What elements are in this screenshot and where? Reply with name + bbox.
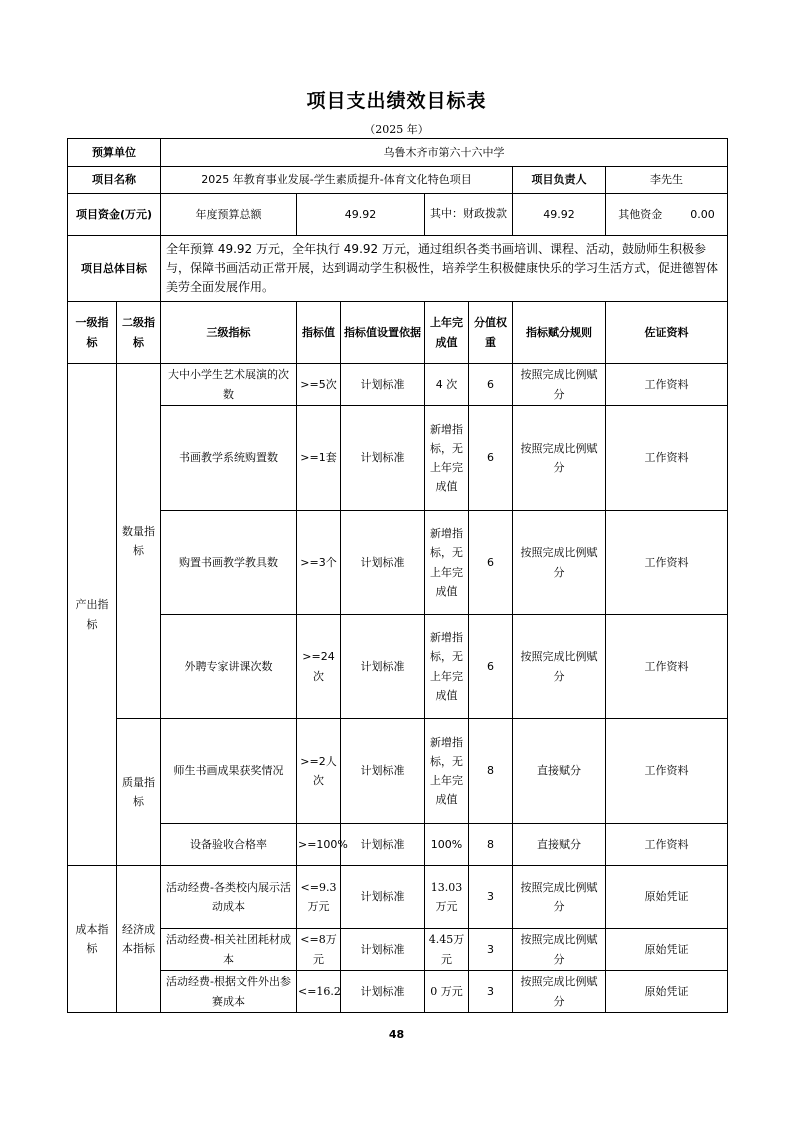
group-output: 产出指标 (68, 364, 117, 866)
table-row (68, 866, 728, 929)
annual-total-value: 49.92 (297, 194, 425, 236)
indicator-value: >=1套 (297, 406, 341, 511)
other-amount: 0.00 (690, 207, 715, 221)
indicator-evidence: 原始凭证 (606, 929, 728, 971)
indicator-last-year: 100% (425, 824, 469, 866)
indicator-name: 购置书画教学教具数 (161, 511, 297, 615)
table-row (68, 929, 728, 971)
indicator-evidence: 原始凭证 (606, 866, 728, 929)
performance-table (67, 138, 728, 1013)
indicator-name: 活动经费-根据文件外出参赛成本 (161, 971, 297, 1013)
indicator-rule: 直接赋分 (513, 719, 606, 824)
header-level3: 三级指标 (161, 302, 297, 364)
fiscal-value: 49.92 (513, 194, 606, 236)
indicator-weight: 6 (469, 364, 513, 406)
indicator-name: 活动经费-各类校内展示活动成本 (161, 866, 297, 929)
other-value (606, 194, 728, 236)
header-level2: 二级指标 (117, 302, 161, 364)
indicator-name: 设备验收合格率 (161, 824, 297, 866)
indicator-weight: 8 (469, 719, 513, 824)
indicator-basis: 计划标准 (341, 364, 425, 406)
indicator-basis: 计划标准 (341, 615, 425, 719)
indicator-name: 师生书画成果获奖情况 (161, 719, 297, 824)
leader-label: 项目负责人 (513, 167, 606, 194)
budget-unit-value: 乌鲁木齐市第六十六中学 (161, 139, 728, 167)
header-weight: 分值权重 (469, 302, 513, 364)
indicator-weight: 3 (469, 866, 513, 929)
indicator-weight: 3 (469, 971, 513, 1013)
header-level1: 一级指标 (68, 302, 117, 364)
indicator-basis: 计划标准 (341, 824, 425, 866)
indicator-value: >=2人次 (297, 719, 341, 824)
indicator-basis: 计划标准 (341, 866, 425, 929)
indicator-evidence: 工作资料 (606, 364, 728, 406)
table-row (68, 719, 728, 824)
year-label: （2025 年） (364, 123, 429, 136)
indicator-last-year: 4.45万元 (425, 929, 469, 971)
fiscal-label: 其中：财政拨款 (425, 194, 513, 236)
indicator-basis: 计划标准 (341, 971, 425, 1013)
indicator-name: 大中小学生艺术展演的次数 (161, 364, 297, 406)
indicator-weight: 6 (469, 615, 513, 719)
page-number: 48 (388, 1028, 405, 1041)
indicator-rule: 按照完成比例赋分 (513, 364, 606, 406)
indicator-rule: 直接赋分 (513, 824, 606, 866)
indicator-value: <=16.2 (297, 971, 341, 1013)
indicator-value: >=5次 (297, 364, 341, 406)
funds-label: 项目资金(万元) (68, 194, 161, 236)
indicator-last-year: 0 万元 (425, 971, 469, 1013)
indicator-name: 书画教学系统购置数 (161, 406, 297, 511)
table-row (68, 615, 728, 719)
indicator-basis: 计划标准 (341, 719, 425, 824)
indicator-weight: 6 (469, 511, 513, 615)
header-evidence: 佐证资料 (606, 302, 728, 364)
indicator-rule: 按照完成比例赋分 (513, 971, 606, 1013)
indicator-rule: 按照完成比例赋分 (513, 866, 606, 929)
group-economic: 经济成本指标 (117, 866, 161, 1013)
indicator-last-year: 13.03万元 (425, 866, 469, 929)
goal-text: 全年预算 49.92 万元，全年执行 49.92 万元，通过组织各类书画培训、课程、活动，鼓励师生积极参与，保障书画活动正常开展，达到调动学生积极性，培养学生积极健康快乐的学习生活方式，促进德智体美劳全面发展作用。 (161, 236, 728, 302)
indicator-evidence: 工作资料 (606, 719, 728, 824)
page-title: 项目支出绩效目标表 (306, 90, 487, 112)
indicator-name: 外聘专家讲课次数 (161, 615, 297, 719)
indicator-value: >=24次 (297, 615, 341, 719)
indicator-basis: 计划标准 (341, 511, 425, 615)
indicator-last-year: 新增指标，无上年完成值 (425, 511, 469, 615)
indicator-rule: 按照完成比例赋分 (513, 929, 606, 971)
indicator-rule: 按照完成比例赋分 (513, 615, 606, 719)
header-basis: 指标值设置依据 (341, 302, 425, 364)
table-row (68, 824, 728, 866)
group-quality: 质量指标 (117, 719, 161, 866)
indicator-last-year: 新增指标，无上年完成值 (425, 615, 469, 719)
indicator-basis: 计划标准 (341, 929, 425, 971)
table-row (68, 364, 728, 406)
annual-total-label: 年度预算总额 (161, 194, 297, 236)
indicator-evidence: 工作资料 (606, 511, 728, 615)
group-quantity: 数量指标 (117, 364, 161, 719)
group-cost: 成本指标 (68, 866, 117, 1013)
indicator-last-year: 新增指标，无上年完成值 (425, 719, 469, 824)
indicator-evidence: 原始凭证 (606, 971, 728, 1013)
indicator-value: >=100% (297, 824, 341, 866)
project-name-value: 2025 年教育事业发展-学生素质提升-体育文化特色项目 (161, 167, 513, 194)
indicator-last-year: 新增指标，无上年完成值 (425, 406, 469, 511)
indicator-weight: 8 (469, 824, 513, 866)
table-row (68, 511, 728, 615)
indicator-evidence: 工作资料 (606, 406, 728, 511)
indicator-value: <=9.3万元 (297, 866, 341, 929)
indicator-name: 活动经费-相关社团耗材成本 (161, 929, 297, 971)
budget-unit-label: 预算单位 (68, 139, 161, 167)
other-label: 其他资金 (618, 207, 663, 221)
header-rule: 指标赋分规则 (513, 302, 606, 364)
header-value: 指标值 (297, 302, 341, 364)
indicator-basis: 计划标准 (341, 406, 425, 511)
goal-label: 项目总体目标 (68, 236, 161, 302)
indicator-rule: 按照完成比例赋分 (513, 511, 606, 615)
indicator-weight: 6 (469, 406, 513, 511)
indicator-last-year: 4 次 (425, 364, 469, 406)
indicator-value: <=8万元 (297, 929, 341, 971)
indicator-rule: 按照完成比例赋分 (513, 406, 606, 511)
indicator-value: >=3个 (297, 511, 341, 615)
leader-value: 李先生 (606, 167, 728, 194)
indicator-weight: 3 (469, 929, 513, 971)
project-name-label: 项目名称 (68, 167, 161, 194)
table-row (68, 971, 728, 1013)
table-row (68, 406, 728, 511)
indicator-evidence: 工作资料 (606, 615, 728, 719)
indicator-evidence: 工作资料 (606, 824, 728, 866)
header-last-year: 上年完成值 (425, 302, 469, 364)
